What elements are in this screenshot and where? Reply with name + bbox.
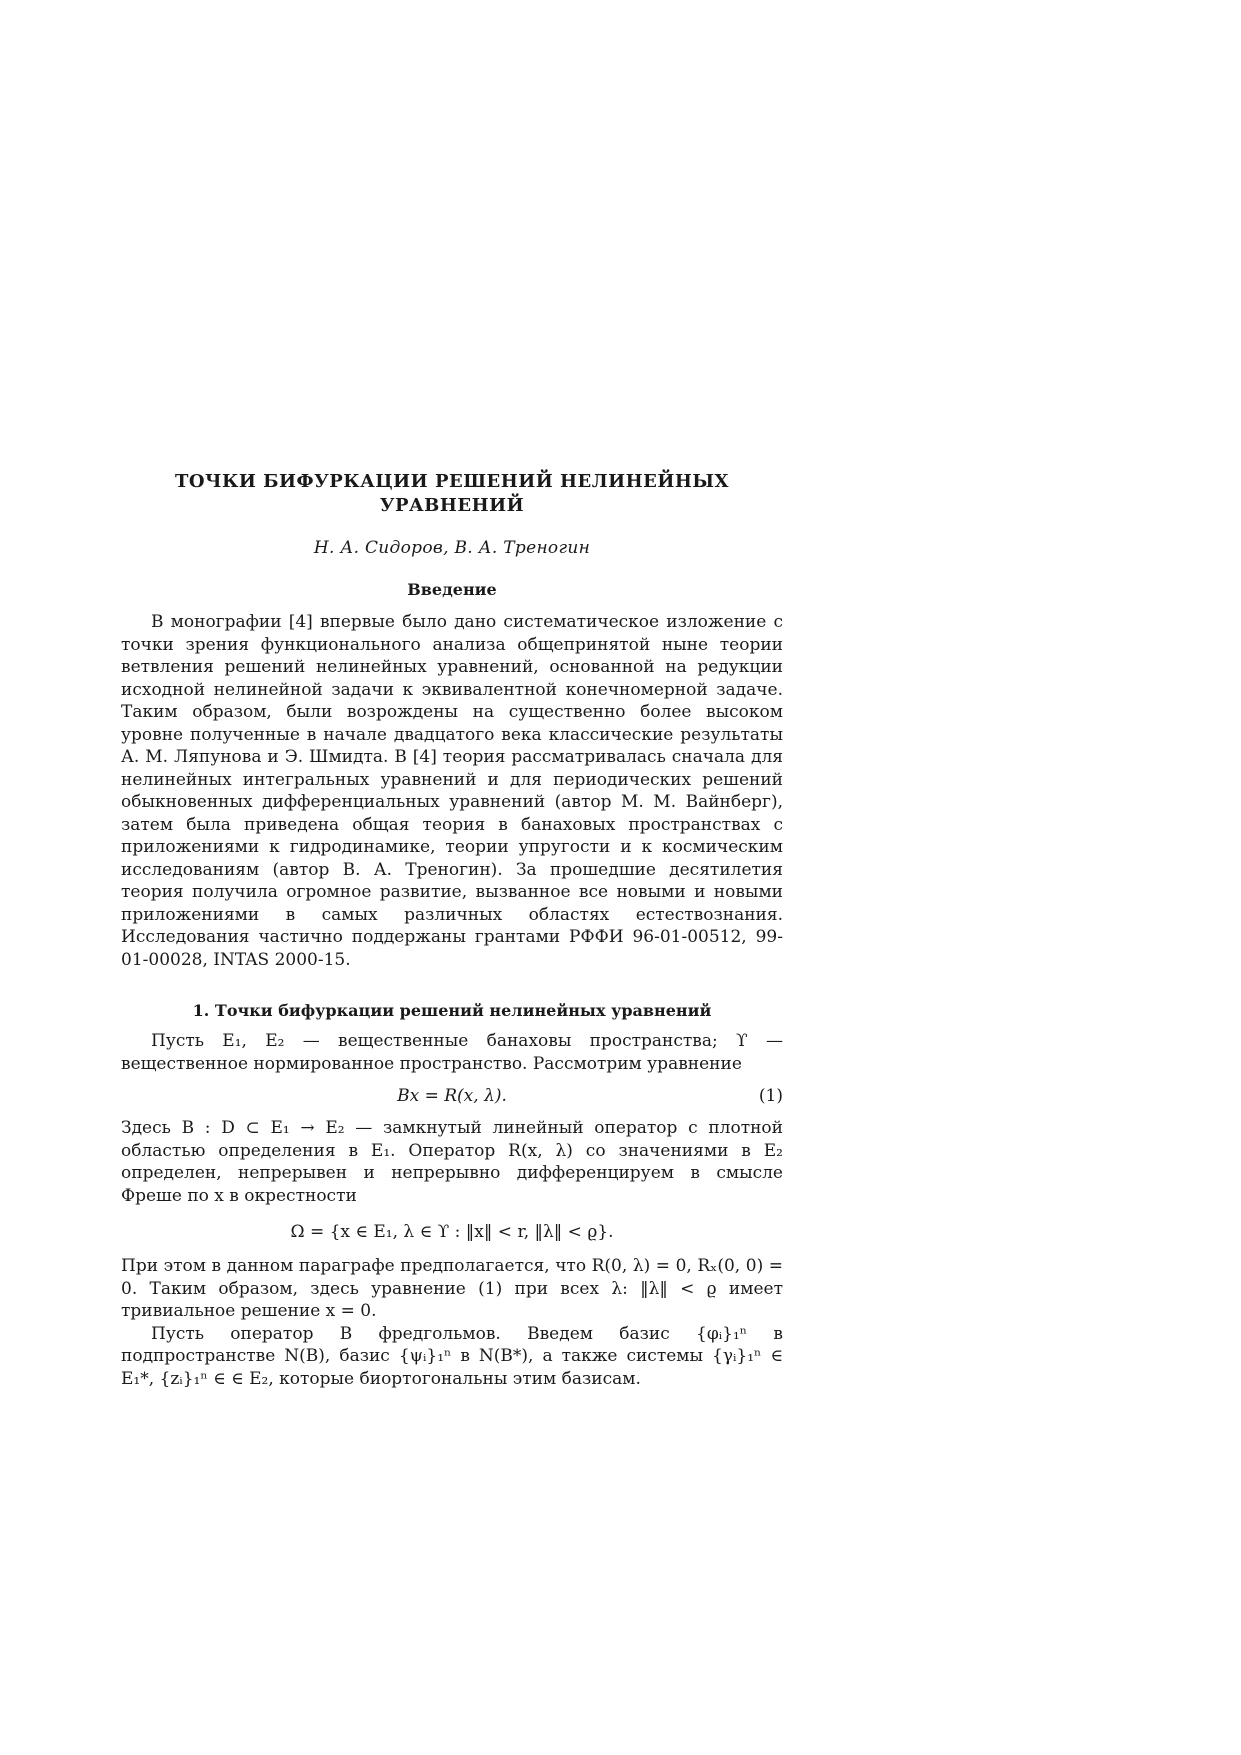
equation-1-number: (1) (758, 1086, 783, 1106)
equation-1 (121, 1085, 783, 1107)
section-1-paragraph-1: Пусть E₁, E₂ — вещественные банаховы пространства; ϒ — вещественное нормированное пространство. Рассмотрим уравнение (121, 1031, 783, 1074)
intro-paragraph: В монографии [4] впервые было дано систематическое изложение с точки зрения функционального анализа общепринятой ныне теории ветвления решений нелинейных уравнений, основанной на редукции исходной нелинейной задачи к эквивалентной конечномерной задаче. Таким образом, были возрождены на существенно более высоком уровне полученные в начале двадцатого века классические результаты А. М. Ляпунова и Э. Шмидта. В [4] теория рассматривалась сначала для нелинейных интегральных уравнений и для периодических решений обыкновенных дифференциальных уравнений (автор М. М. Вайнберг), затем была приведена общая теория в банаховых пространствах с приложениями к гидродинамике, теории упругости и к космическим исследованиям (автор В. А. Треногин). За прошедшие десятилетия теория получила огромное развитие, вызванное все новыми и новыми приложениями в самых различных областях естествознания. Исследования частично поддержаны грантами РФФИ 96-01-00512, 99-01-00028, INTAS 2000-15. (121, 612, 783, 970)
section-1-paragraph-3: При этом в данном параграфе предполагается, что R(0, λ) = 0, Rₓ(0, 0) = 0. Таким образом, здесь уравнение (1) при всех λ: ‖λ‖ < ϱ имеет тривиальное решение x = 0. (121, 1256, 783, 1321)
equation-2-body: Ω = {x ∈ E₁, λ ∈ ϒ : ‖x‖ < r, ‖λ‖ < ϱ}. (290, 1222, 614, 1242)
section-1-paragraph-2: Здесь B : D ⊂ E₁ → E₂ — замкнутый линейный оператор с плотной областью определения в E₁. Оператор R(x, λ) со значениями в E₂ определен, непрерывен и непрерывно дифференцируем в смысле Фреше по x в окрестности (121, 1118, 783, 1206)
section-1-paragraph-4: Пусть оператор B фредгольмов. Введем базис {φᵢ}₁ⁿ в подпространстве N(B), базис {ψᵢ}₁ⁿ в N(B*), а также системы {γᵢ}₁ⁿ ∈ E₁*, {zᵢ}₁ⁿ ∈ ∈ E₂, которые биортогональны этим базисам. (121, 1323, 783, 1389)
equation-2 (121, 1221, 783, 1243)
intro-heading: Введение (407, 580, 497, 599)
title-line-2: УРАВНЕНИЙ (379, 495, 525, 516)
section-1-heading: 1. Точки бифуркации решений нелинейных уравнений (192, 1001, 712, 1020)
title-line-1: ТОЧКИ БИФУРКАЦИИ РЕШЕНИЙ НЕЛИНЕЙНЫХ (174, 471, 730, 492)
equation-1-body: Bx = R(x, λ). (397, 1086, 507, 1106)
paper-title (121, 470, 783, 518)
authors: Н. А. Сидоров, В. А. Треногин (313, 538, 591, 558)
paper-page (121, 470, 783, 1390)
